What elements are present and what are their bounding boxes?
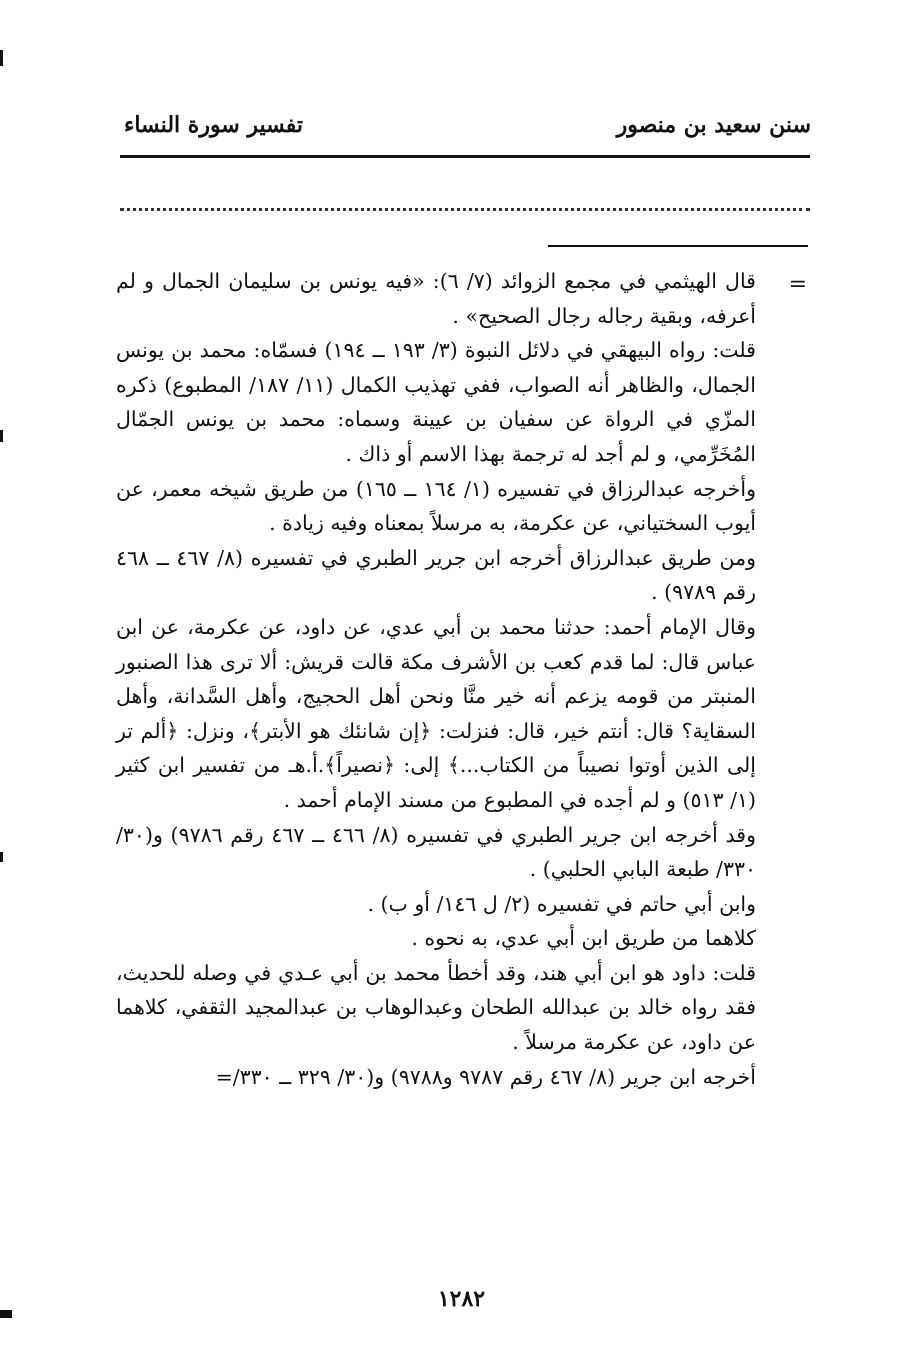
scan-speck	[0, 430, 3, 442]
paragraph-dawud-note: قلت: داود هو ابن أبي هند، وقد أخطأ محمد بن أبي عـدي في وصله للحديث، فقد رواه خالد بن عبدالله الطحان وعبدالوهاب بن عبدالمجيد الثقفي، كلاهما عن داود، عن عكرمة مرسلاً .	[116, 960, 756, 1055]
paragraph-abdulrazzaq: وأخرجه عبدالرزاق في تفسيره (١/ ١٦٤ ــ ١٦٥) من طريق شيخه معمر، عن أيوب السختياني، عن عكرمة، به مرسلاً بمعناه وفيه زيادة .	[116, 476, 756, 536]
running-head-book-title: سنن سعيد بن منصور	[616, 112, 811, 138]
paragraph-tabari-route: ومن طريق عبدالرزاق أخرجه ابن جرير الطبري في تفسيره (٨/ ٤٦٧ ــ ٤٦٨ رقم ٩٧٨٩) .	[116, 545, 756, 605]
scan-speck	[0, 50, 3, 66]
paragraph-both-route: كلاهما من طريق ابن أبي عدي، به نحوه .	[411, 926, 756, 951]
paragraph-haythami: قال الهيثمي في مجمع الزوائد (٧/ ٦): «فيه يونس بن سليمان الجمال و لم أعرفه، وبقية رجاله رجال الصحيح» .	[116, 269, 756, 328]
continuation-mark: =	[788, 272, 807, 297]
paragraph-bayhaqi: قلت: رواه البيهقي في دلائل النبوة (٣/ ١٩٣ ــ ١٩٤) فسمّاه: محمد بن يونس الجمال، والظاهر أنه الصواب، ففي تهذيب الكمال (١١/ ١٨٧/ المطبوع) ذكره المزّي في الرواة عن سفيان بن عيينة وسماه: محمد بن يونس الجمّال المُخَرِّمي، و لم أجد له ترجمة بهذا الاسم أو ذاك .	[116, 338, 756, 466]
paragraph-ibn-abi-hatim: وابن أبي حاتم في تفسيره (٢/ ل ١٤٦/ أو ب) .	[367, 891, 756, 916]
running-head-section-title: تفسير سورة النساء	[124, 112, 304, 138]
paragraph-tabari-tafsir: وقد أخرجه ابن جرير الطبري في تفسيره (٨/ ٤٦٦ ــ ٤٦٧ رقم ٩٧٨٦) و(٣٠/ ٣٣٠/ طبعة البابي الحلبي) .	[116, 822, 756, 882]
dotted-separator	[120, 208, 810, 211]
header-rule	[120, 155, 810, 158]
footnote-rule	[548, 245, 808, 247]
page-number: ١٢٨٢	[437, 1286, 486, 1312]
footnote-text	[116, 264, 756, 1094]
paragraph-ibn-jarir: أخرجه ابن جرير (٨/ ٤٦٧ رقم ٩٧٨٧ و٩٧٨٨) و(٣٠/ ٣٢٩ ــ ٣٣٠/=	[215, 1064, 756, 1089]
scan-speck	[0, 1310, 12, 1318]
paragraph-imam-ahmad: وقال الإمام أحمد: حدثنا محمد بن أبي عدي، عن داود، عن عكرمة، عن ابن عباس قال: لما قدم كعب بن الأشرف مكة قالت قريش: ألا ترى هذا الصنبور المنبتر من قومه يزعم أنه خير منَّا ونحن أهل الحجيج، وأهل السَّدانة، وأهل السقاية؟ قال: أنتم خير، قال: فنزلت: ﴿إن شانئك هو الأبتر﴾، ونزل: ﴿ألم تر إلى الذين أوتوا نصيباً من الكتاب...﴾ إلى: ﴿نصيراً﴾.أ.هـ من تفسير ابن كثير (١/ ٥١٣) و لم أجده في المطبوع من مسند الإمام أحمد .	[116, 614, 756, 812]
scan-speck	[0, 852, 3, 862]
